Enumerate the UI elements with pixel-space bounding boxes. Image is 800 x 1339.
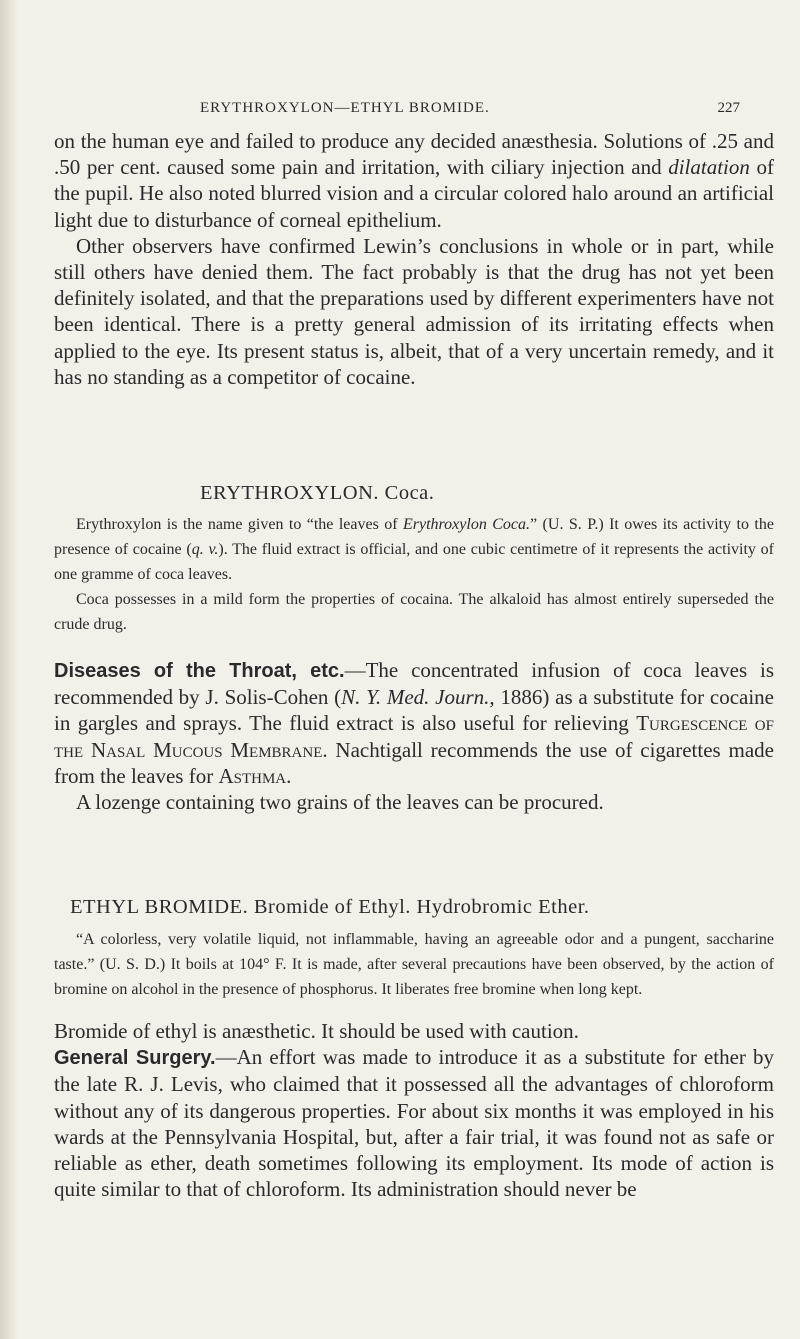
intro-section <box>54 128 774 390</box>
running-head <box>200 100 740 117</box>
running-head-title: ERYTHROXYLON—ETHYL BROMIDE. <box>200 100 490 116</box>
throat-lead-heading: Diseases of the Throat, etc. <box>54 660 345 682</box>
surgery-lead-heading: General Surgery. <box>54 1047 216 1070</box>
erythroxylon-heading: ERYTHROXYLON. Coca. <box>200 482 435 504</box>
intro-paragraph-2: Other observers have confirmed Lewin’s conclusions in whole or in part, while still others have denied them. The fact probably is that the drug has not yet been definitely isolated, and that the preparations used by different experimenters have not been identical. There is a pretty general admission of its irritating effects when applied to the eye. Its present status is, albeit, that of a very uncertain remedy, and it has no standing as a competitor of cocaine. <box>54 233 774 389</box>
intro-paragraph-1: on the human eye and failed to produce any decided anæsthesia. Solutions of .25 and .50 per cent. caused some pain and irritation, with ciliary injection and dilatation of the pupil. He also noted blurred vision and a circular colored halo around an artificial light due to disturbance of corneal epithelium. <box>54 129 775 232</box>
book-binding-edge <box>0 0 18 1339</box>
erythroxylon-paragraph-2: Coca possesses in a mild form the properties of cocaina. The alkaloid has almost entirely superseded the crude drug. <box>54 591 774 633</box>
throat-paragraph-1: Diseases of the Throat, etc.—The concentrated infusion of coca leaves is recommended by J. Solis-Cohen (N. Y. Med. Journ., 1886) as a substitute for cocaine in gargles and sprays. The fluid extract is also useful for relieving Turgescence of the Nasal Mucous Membrane. Nachtigall recommends the use of cigarettes made from the leaves for Asthma. <box>54 658 774 788</box>
surgery-paragraph: General Surgery.—An effort was made to introduce it as a substitute for ether by the late R. J. Levis, who claimed that it possessed all the advantages of chloroform without any of its dangerous properties. For about six months it was employed in his wards at the Pennsylvania Hospital, but, after a fair trial, it was found not as safe or reliable as ether, death sometimes following its employment. Its mode of action is quite similar to that of chloroform. Its administration should never be <box>54 1045 774 1202</box>
ethyl-bromide-quote-paragraph: “A colorless, very volatile liquid, not inflammable, having an agreeable odor and a pungent, saccharine taste.” (U. S. D.) It boils at 104° F. It is made, after several precautions have been observed, by the action of bromine on alcohol in the presence of phosphorus. It liberates free bromine when long kept. <box>54 931 774 998</box>
erythroxylon-section <box>54 482 774 637</box>
throat-paragraph-2: A lozenge containing two grains of the leaves can be procured. <box>76 790 604 815</box>
throat-section <box>54 657 774 815</box>
erythroxylon-paragraph-1: Erythroxylon is the name given to “the leaves of Erythroxylon Coca.” (U. S. P.) It owes its activity to the presence of cocaine (q. v.). The fluid extract is official, and one cubic centimetre of it represents the activity of one gramme of coca leaves. <box>54 516 775 583</box>
ethyl-bromide-paragraph-2: Bromide of ethyl is anæsthetic. It should be used with caution. <box>54 1019 579 1043</box>
page-number: 227 <box>717 100 740 116</box>
ethyl-bromide-heading: ETHYL BROMIDE. Bromide of Ethyl. Hydrobromic Ether. <box>70 896 590 918</box>
ethyl-bromide-section <box>54 896 774 1202</box>
